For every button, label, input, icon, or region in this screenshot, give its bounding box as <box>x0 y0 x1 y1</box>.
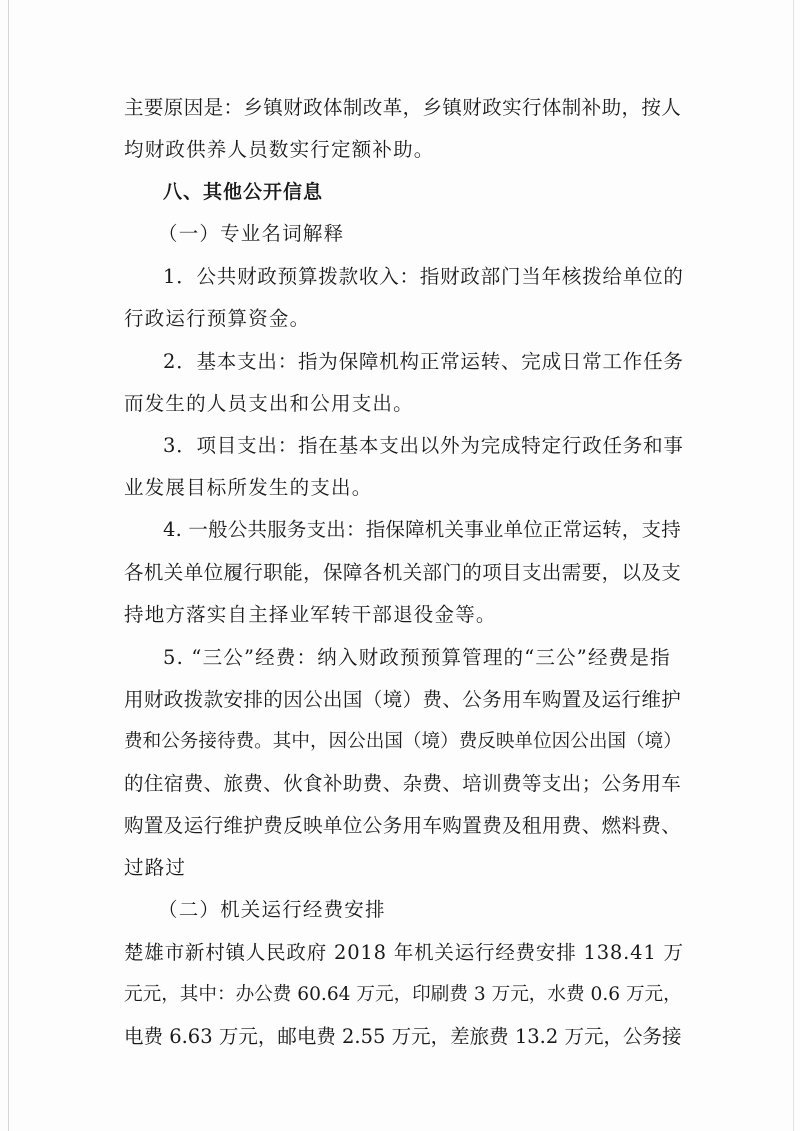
paragraph-line: 1．公共财政预算拨款收入：指财政部门当年核拨给单位的 <box>163 265 684 288</box>
paragraph-line: 购置及运行维护费反映单位公务用车购置费及租用费、燃料费、 <box>124 814 682 837</box>
paragraph-line: 持地方落实自主择业军转干部退役金等。 <box>124 603 497 626</box>
paragraph-line: 用财政拨款安排的因公出国（境）费、公务用车购置及运行维护 <box>124 688 682 711</box>
paragraph-line: 4. 一般公共服务支出：指保障机关事业单位正常运转，支持 <box>163 518 681 541</box>
section-heading: 八、其他公开信息 <box>163 181 324 203</box>
paragraph-line: 费和公务接待费。其中，因公出国（境）费反映单位因公出国（境） <box>124 731 682 752</box>
paragraph-line: 行政运行预算资金。 <box>124 307 311 330</box>
paragraph-line: 电费 6.63 万元，邮电费 2.55 万元，差旅费 13.2 万元，公务接 <box>124 1025 682 1048</box>
paragraph-line: 业发展目标所发生的支出。 <box>124 476 373 499</box>
subsection-heading: （一）专业名词解释 <box>158 222 345 245</box>
paragraph-line: 均财政供养人员数实行定额补助。 <box>124 138 435 161</box>
paragraph-line: 而发生的人员支出和公用支出。 <box>124 392 414 415</box>
paragraph-line: 元元，其中：办公费 60.64 万元，印刷费 3 万元，水费 0.6 万元， <box>124 984 682 1005</box>
paragraph-line: 的住宿费、旅费、伙食补助费、杂费、培训费等支出；公务用车 <box>124 772 682 795</box>
paragraph-line: 3．项目支出：指在基本支出以外为完成特定行政任务和事 <box>163 434 684 457</box>
paragraph-line: 过路过 <box>124 856 187 879</box>
paragraph-line: 2．基本支出：指为保障机构正常运转、完成日常工作任务 <box>163 350 684 373</box>
paragraph-line: 主要原因是：乡镇财政体制改革，乡镇财政实行体制补助，按人 <box>124 96 682 119</box>
paragraph-line: 各机关单位履行职能，保障各机关部门的项目支出需要，以及支 <box>124 561 682 584</box>
subsection-heading: （二）机关运行经费安排 <box>158 898 386 921</box>
scan-edge-right <box>793 0 794 1131</box>
paragraph-line: 5. “三公”经费：纳入财政预预算管理的“三公”经费是指 <box>163 646 671 669</box>
paragraph-line: 楚雄市新村镇人民政府 2018 年机关运行经费安排 138.41 万 <box>124 941 684 964</box>
scan-edge-left <box>8 0 9 1131</box>
